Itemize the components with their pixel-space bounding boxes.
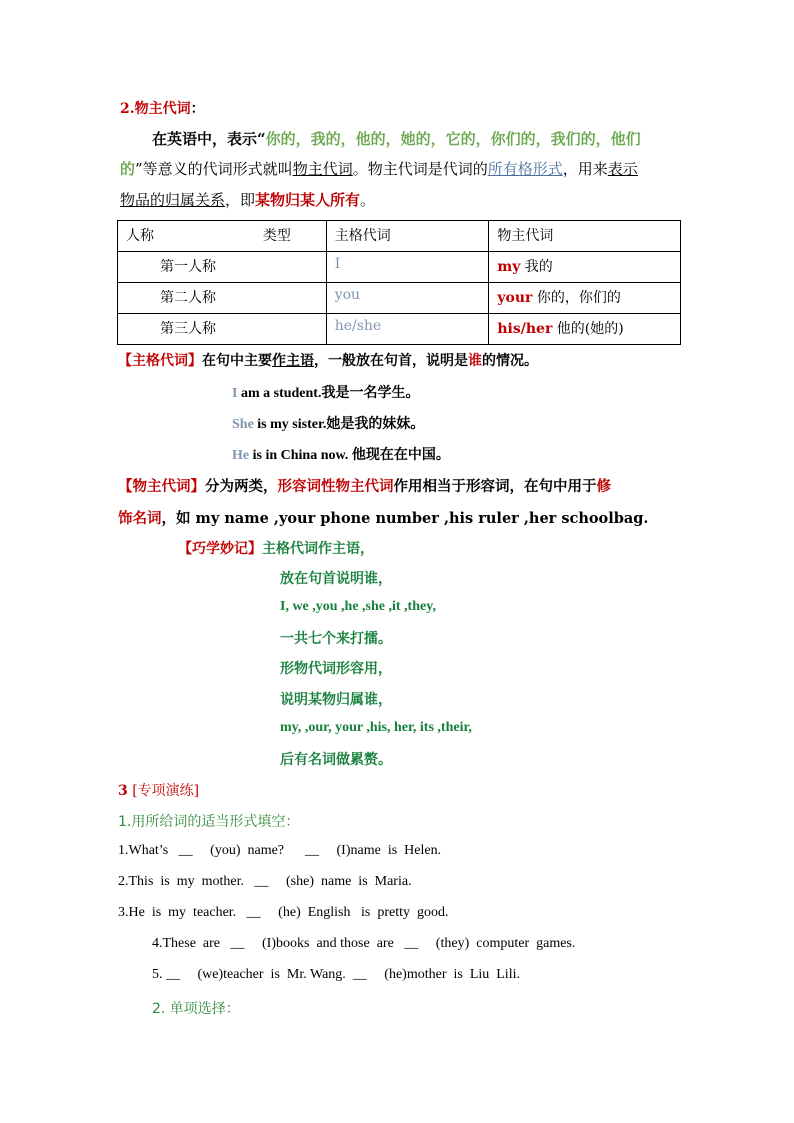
term-belongs: 某物归某人所有 bbox=[255, 191, 361, 209]
mnemonic-first-line bbox=[178, 538, 374, 558]
exercise-item: 5. __ (we)teacher is Mr. Wang. __ (he)mother is Liu Lili. bbox=[152, 967, 520, 982]
possessive-note-examples: ，如 my name ,your phone number ,his ruler ,her schoolbag. bbox=[161, 510, 649, 527]
mnemonic-line: I, we ,you ,he ,she ,it ,they, bbox=[280, 599, 436, 614]
intro-line-3 bbox=[120, 189, 375, 210]
example-sentence bbox=[232, 413, 424, 433]
possessive-note-text-2: 作用相当于形容词，在句中用于 bbox=[393, 478, 597, 495]
example-pronoun: She bbox=[232, 417, 254, 432]
row-subject: you bbox=[326, 283, 489, 314]
header-possessive: 物主代词 bbox=[489, 221, 681, 252]
section-3-number: 3 bbox=[118, 783, 128, 799]
example-pronoun: I bbox=[232, 386, 238, 401]
intro-green-end: 的 bbox=[120, 160, 136, 178]
header-subject: 主格代词 bbox=[326, 221, 489, 252]
mnemonic-line: my, ,our, your ,his, her, its ,their, bbox=[280, 720, 472, 735]
row-possessive: my bbox=[497, 259, 521, 275]
row-meaning: 你的，你们的 bbox=[536, 290, 621, 306]
header-person: 人称 bbox=[126, 228, 154, 244]
pronoun-table bbox=[117, 220, 681, 345]
exercise-item: 1.What’s __ (you) name? __ (I)name is Helen. bbox=[118, 843, 442, 858]
term-genitive: 所有格形式 bbox=[487, 160, 563, 178]
mnemonic-line: 主格代词作主语， bbox=[262, 541, 374, 557]
colon: ： bbox=[190, 101, 205, 117]
row-meaning: 他的(她的) bbox=[556, 321, 624, 337]
intro-text: 在英语中，表示“ bbox=[152, 130, 266, 148]
section-2-heading bbox=[120, 98, 205, 118]
exercise-1-heading: 1.用所给词的适当形式填空： bbox=[118, 814, 300, 830]
possessive-note-noun: 饰名词 bbox=[118, 510, 162, 527]
example-pronoun: He bbox=[232, 448, 250, 463]
row-meaning: 我的 bbox=[524, 259, 553, 275]
subject-note-tag: 【主格代词】 bbox=[118, 353, 202, 369]
intro-text-5: ，即 bbox=[225, 191, 256, 209]
header-type: 类型 bbox=[262, 228, 291, 244]
intro-text-6: 。 bbox=[360, 191, 376, 209]
intro-text-2: ”等意义的代词形式就叫 bbox=[135, 160, 293, 178]
mnemonic-line: 放在句首说明谁， bbox=[280, 571, 392, 587]
subject-note-who: 谁 bbox=[468, 353, 482, 369]
mnemonic-line: 后有名词做累赘。 bbox=[280, 752, 392, 768]
subject-note bbox=[118, 350, 538, 370]
mnemonic-line: 形物代词形容用， bbox=[280, 661, 392, 677]
example-text: is my sister.她是我的妹妹。 bbox=[253, 417, 425, 432]
term-express: 表示 bbox=[607, 160, 638, 178]
table-header-row bbox=[118, 221, 681, 252]
intro-line-1 bbox=[152, 128, 641, 149]
possessive-note-modify: 修 bbox=[596, 478, 611, 495]
table-row bbox=[118, 283, 681, 314]
subject-note-text: 在句中主要 bbox=[202, 353, 272, 369]
example-sentence bbox=[232, 382, 419, 402]
row-possessive: your bbox=[497, 290, 533, 306]
term-possessive: 物主代词 bbox=[292, 160, 353, 178]
possessive-note-tag: 【物主代词】 bbox=[118, 478, 205, 495]
section-3-title: [专项演练] bbox=[132, 783, 200, 799]
section-3-heading bbox=[118, 780, 199, 800]
exercise-item: 3.He is my teacher. __ (he) English is pretty good. bbox=[118, 905, 449, 920]
exercise-item: 2.This is my mother. __ (she) name is Maria. bbox=[118, 874, 412, 889]
section-title: 物主代词 bbox=[134, 101, 191, 117]
example-text: is in China now. 他现在在中国。 bbox=[249, 448, 450, 463]
possessive-note-adjective: 形容词性物主代词 bbox=[277, 478, 394, 495]
intro-green-text: 你的，我的，他的，她的，它的，你们的，我们的，他们 bbox=[265, 130, 641, 148]
mnemonic-line: 一共七个来打擂。 bbox=[280, 631, 392, 647]
section-number: 2. bbox=[120, 101, 135, 117]
mnemonic-line: 说明某物归属谁， bbox=[280, 692, 392, 708]
example-sentence bbox=[232, 444, 450, 464]
intro-text-4: ，用来 bbox=[562, 160, 608, 178]
header-person-type bbox=[118, 221, 327, 252]
table-row bbox=[118, 252, 681, 283]
term-ownership: 物品的归属关系 bbox=[120, 191, 226, 209]
possessive-note-text: 分为两类， bbox=[205, 478, 278, 495]
intro-line-2 bbox=[120, 158, 638, 179]
subject-note-text-3: 的情况。 bbox=[482, 353, 538, 369]
intro-text-3: 。物主代词是代词的 bbox=[352, 160, 488, 178]
possessive-note-line-2 bbox=[118, 507, 648, 528]
row-possessive: his/her bbox=[497, 321, 553, 337]
mnemonic-tag: 【巧学妙记】 bbox=[178, 541, 262, 557]
exercise-2-heading: 2. 单项选择： bbox=[152, 1001, 240, 1017]
exercise-item: 4.These are __ (I)books and those are __ (they) computer games. bbox=[152, 936, 576, 951]
subject-note-text-2: ，一般放在句首，说明是 bbox=[314, 353, 468, 369]
row-person: 第一人称 bbox=[118, 252, 327, 283]
possessive-note-line-1 bbox=[118, 475, 611, 496]
row-person: 第三人称 bbox=[118, 314, 327, 345]
table-row bbox=[118, 314, 681, 345]
row-subject: he/she bbox=[326, 314, 489, 345]
subject-note-underline: 作主语 bbox=[272, 353, 314, 369]
row-person: 第二人称 bbox=[118, 283, 327, 314]
row-subject: I bbox=[326, 252, 489, 283]
example-text: am a student.我是一名学生。 bbox=[237, 386, 420, 401]
